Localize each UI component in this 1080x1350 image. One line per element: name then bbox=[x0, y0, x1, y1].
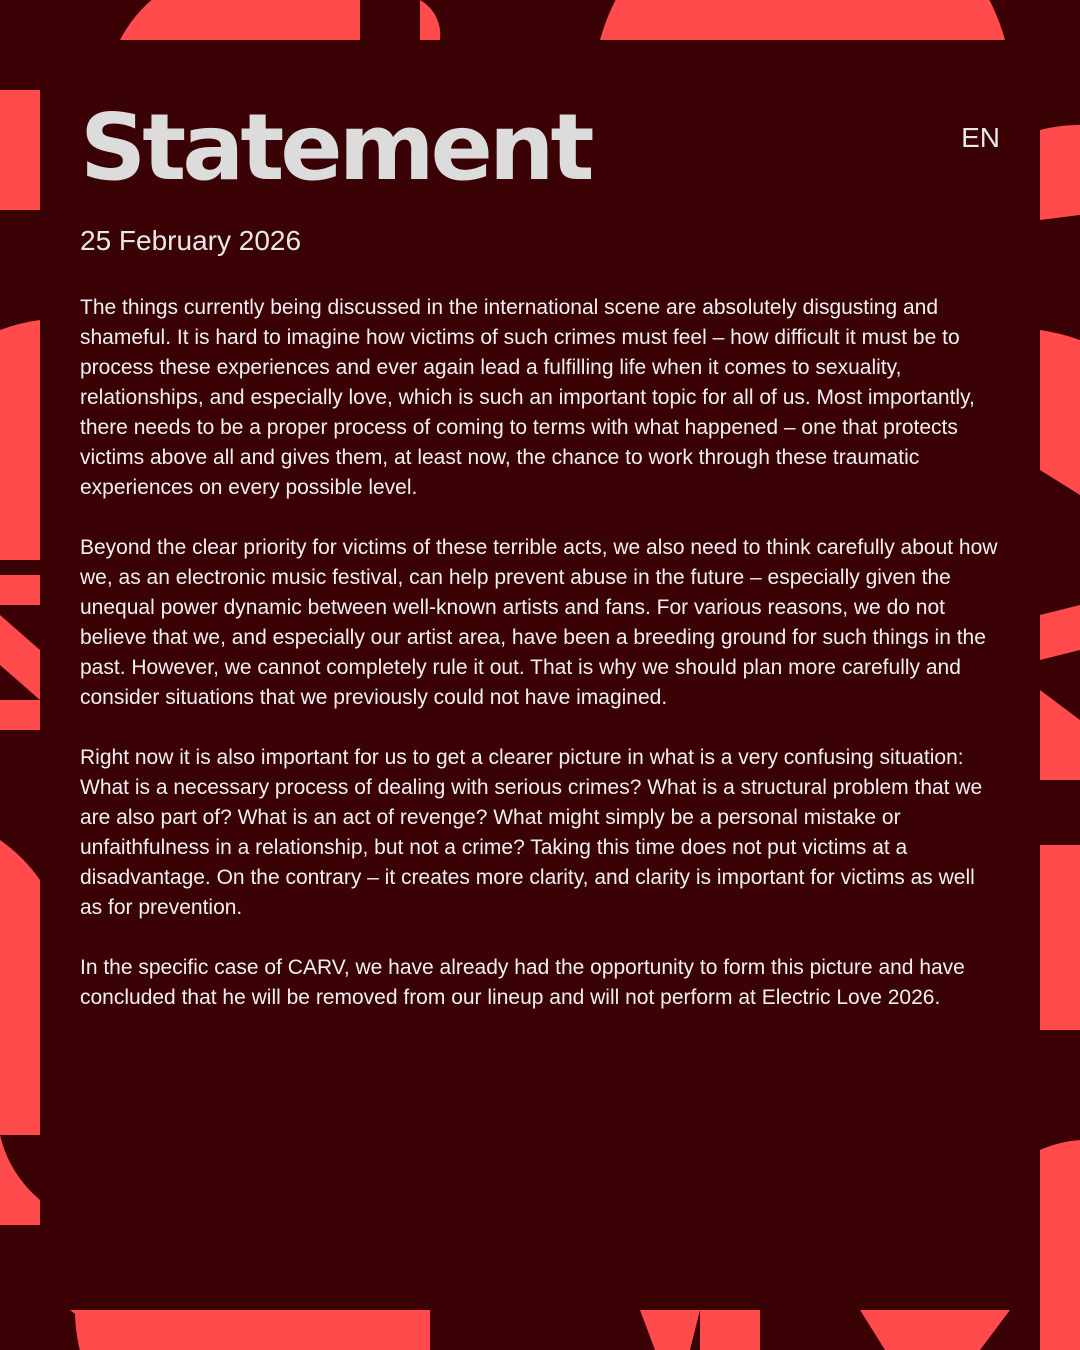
paragraph: The things currently being discussed in the international scene are absolutely disgusting and shameful. It is hard to imagine how victims of such crimes must feel – how difficult it must be to process these experiences and ever again lead a fulfilling life when it comes to sexuality, relationships, and especially love, which is such an important topic for all of us. Most importantly, there needs to be a proper process of coming to terms with what happened – one that protects victims above all and gives them, at least now, the chance to work through these traumatic experiences on every possible level. bbox=[80, 296, 975, 499]
paragraph: Right now it is also important for us to get a clearer picture in what is a very confusing situation: What is a necessary process of dealing with serious crimes? What is a structural problem that we are also part of? What is an act of revenge? What might simply be a personal mistake or unfaithfulness in a relationship, but not a crime? Taking this time does not put victims at a disadvantage. On the contrary – it creates more clarity, and clarity is important for victims as well as for prevention. bbox=[80, 746, 983, 919]
paragraph: Beyond the clear priority for victims of these terrible acts, we also need to think carefully about how we, as an electronic music festival, can help prevent abuse in the future – especially given the unequal power dynamic between well-known artists and fans. For various reasons, we do not believe that we, and especially our artist area, have been a breeding ground for such things in the past. However, we cannot completely rule it out. That is why we should plan more carefully and consider situations that we previously could not have imagined. bbox=[80, 536, 998, 709]
language-indicator: EN bbox=[961, 122, 1000, 153]
statement-date: 25 February 2026 bbox=[80, 225, 302, 256]
statement-panel bbox=[40, 40, 1040, 1310]
statement-body bbox=[80, 293, 1000, 1043]
paragraph: In the specific case of CARV, we have already had the opportunity to form this picture and have concluded that he will be removed from our lineup and will not perform at Electric Love 2026. bbox=[80, 956, 965, 1009]
page-title: Statement bbox=[80, 94, 591, 201]
